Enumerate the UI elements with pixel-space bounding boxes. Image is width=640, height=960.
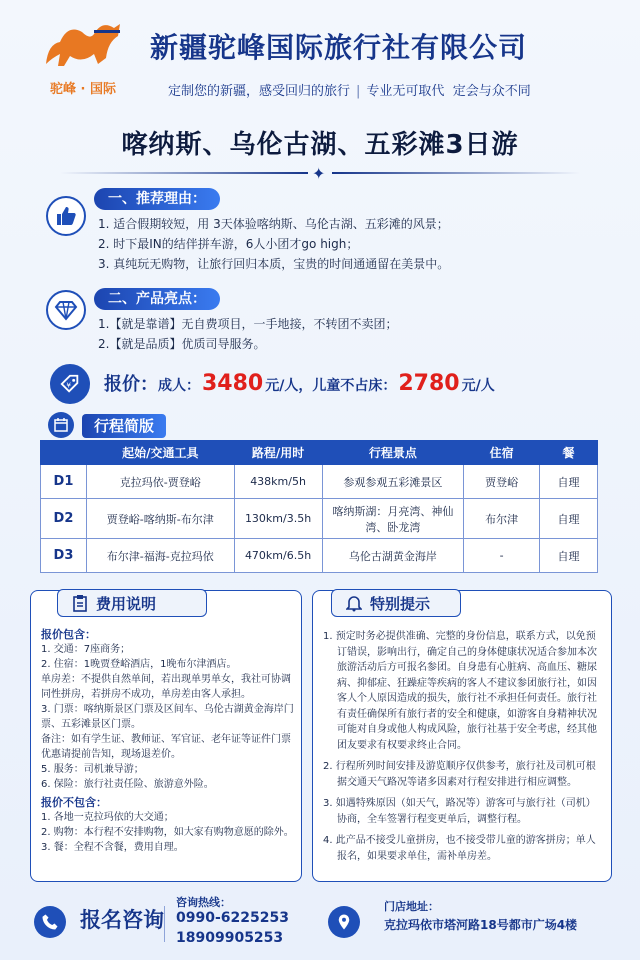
- store-label: 门店地址：: [384, 900, 439, 913]
- table-cell: 乌伦古湖黄金海岸: [322, 539, 464, 573]
- footer-divider: [164, 906, 165, 942]
- highlights-list: [98, 314, 618, 354]
- table-row: [41, 465, 598, 499]
- list-item: 1. 适合假期较短，用 3天体验喀纳斯、乌伦古湖、五彩滩的风景；: [98, 217, 449, 231]
- child-price: 2780: [398, 371, 460, 396]
- table-cell: -: [464, 539, 540, 573]
- table-cell: D3: [41, 539, 87, 573]
- col-header: [41, 441, 87, 465]
- list-item: 3. 门票：喀纳斯景区门票及区间车、乌伦古湖黄金海岸门票、五彩滩景区门票。: [41, 704, 294, 730]
- phone-number-2[interactable]: 18909905253: [176, 930, 284, 946]
- table-cell: 自理: [540, 499, 598, 539]
- list-item: 1. 预定时务必提供准确、完整的身份信息，联系方式，以免预订错误，影响出行，确定自己的身体健康状况适合参加本次旅游活动后方可报名参团。自身患有心脏病、高血压、糖尿病、抑郁症、狂躁症等疾病的客人不建议参团旅行社，如因客人个人原因造成的损失，旅行社不承担任何责任。旅行社有责任确保所有旅行者的安全和健康，如游客自身精神状况可能对自身或他人构成风险，旅行社基于安全考虑，经其他团友要求有权要求终止合同。: [323, 631, 597, 751]
- consult-label: 报名咨询: [80, 908, 164, 932]
- col-header: 起始/交通工具: [86, 441, 234, 465]
- tips-title: 特别提示: [370, 594, 431, 613]
- table-cell: 自理: [540, 465, 598, 499]
- list-item: 1.【就是靠谱】无自费项目，一手地接，不转团不卖团；: [98, 317, 398, 331]
- price-label: 报价：: [104, 374, 158, 395]
- hotline-label: 咨询热线：: [176, 896, 231, 909]
- title-divider-right: [332, 172, 580, 174]
- logo-text: 驼峰 · 国际: [50, 82, 116, 97]
- table-cell: 贾登峪-喀纳斯-布尔津: [86, 499, 234, 539]
- table-cell: D1: [41, 465, 87, 499]
- list-item: 5. 服务：司机兼导游；: [41, 764, 144, 775]
- itinerary-table: [40, 440, 598, 573]
- footer: [0, 888, 640, 960]
- col-header: 餐: [540, 441, 598, 465]
- adult-label: 成人：: [158, 378, 200, 394]
- table-cell: 470km/6.5h: [234, 539, 322, 573]
- diamond-icon: [46, 290, 86, 330]
- col-header: 行程景点: [322, 441, 464, 465]
- location-pin-icon: [328, 906, 360, 938]
- child-label: 儿童不占床：: [312, 378, 397, 394]
- col-header: 住宿: [464, 441, 540, 465]
- clipboard-icon: [72, 594, 88, 612]
- list-item: 1. 交通：7座商务；: [41, 644, 131, 655]
- list-item: 3. 真纯玩无购物，让旅行回归本质，宝贵的时间通通留在美景中。: [98, 257, 450, 271]
- fees-title: 费用说明: [96, 594, 157, 613]
- list-item: 3. 如遇特殊原因（如天气，路况等）游客可与旅行社（司机）协商，全车签署行程变更单后，调整行程。: [323, 798, 596, 825]
- highlights-label: 二、产品亮点：: [94, 288, 220, 310]
- header: [0, 0, 640, 110]
- child-unit: 元/人: [461, 378, 495, 394]
- table-cell: 克拉玛依-贾登峪: [86, 465, 234, 499]
- list-item: 2. 行程所列时间安排及游览顺序仅供参考，旅行社及司机可根据交通天气路况等诸多因素对行程安排进行相应调整。: [323, 761, 596, 788]
- table-cell: 喀纳斯湖：月亮湾、神仙湾、卧龙湾: [322, 499, 464, 539]
- page-title: 喀纳斯、乌伦古湖、五彩滩3日游: [121, 130, 519, 160]
- tips-list: [323, 629, 605, 870]
- calendar-icon: [48, 412, 74, 438]
- phone-number-1[interactable]: 0990-6225253: [176, 910, 289, 926]
- thumbs-up-icon: [46, 196, 86, 236]
- slogan-part-2: 专业无可取代: [366, 84, 445, 99]
- price-row: [104, 370, 495, 396]
- itinerary-title: 行程简版: [82, 414, 166, 438]
- list-item: 单房差：不提供自然单间，若出现单男单女，我社可协调同性拼房，若拼房不成功，单房差由客人承担。: [41, 674, 291, 700]
- list-item: 2.【就是品质】优质司导服务。: [98, 337, 266, 351]
- table-cell: 布尔津-福海-克拉玛依: [86, 539, 234, 573]
- list-item: 6. 保险：旅行社责任险、旅游意外险。: [41, 779, 214, 790]
- title-divider-left: [60, 172, 308, 174]
- list-item: 4. 此产品不接受儿童拼房，也不接受带儿童的游客拼房；单人报名，如果要求单住，需补单房差。: [323, 835, 596, 862]
- include-label: 报价包含：: [41, 628, 96, 641]
- recommend-label: 一、推荐理由：: [94, 188, 220, 210]
- table-cell: 贾登峪: [464, 465, 540, 499]
- adult-price: 3480: [202, 371, 264, 396]
- company-name: 新疆驼峰国际旅行社有限公司: [150, 31, 528, 64]
- table-cell: 布尔津: [464, 499, 540, 539]
- list-item: 2. 时下最IN的结伴拼车游，6人小团才go high；: [98, 237, 359, 251]
- slogan: 定制您的新疆，感受回归的旅行 | 专业无可取代 定会与众不同: [168, 84, 531, 99]
- recommend-list: [98, 214, 618, 274]
- list-item: 备注：如有学生证、教师证、军官证、老年证等证件门票优惠请提前告知，现场退差价。: [41, 734, 291, 760]
- tips-panel: [312, 590, 612, 882]
- table-cell: D2: [41, 499, 87, 539]
- slogan-part-3: 定会与众不同: [452, 84, 531, 99]
- exclude-label: 报价不包含：: [41, 796, 107, 809]
- adult-unit: 元/人，: [265, 378, 313, 394]
- table-cell: 438km/5h: [234, 465, 322, 499]
- star-icon: ✦: [312, 164, 326, 183]
- col-header: 路程/用时: [234, 441, 322, 465]
- company-logo: [38, 14, 128, 98]
- table-cell: 自理: [540, 539, 598, 573]
- list-item: 1. 各地一克拉玛依的大交通；: [41, 812, 174, 823]
- fees-panel: [30, 590, 302, 882]
- tips-panel-header: [331, 589, 461, 617]
- fees-content: [41, 627, 295, 855]
- price-tag-icon: [50, 364, 90, 404]
- camel-logo-icon: [38, 14, 128, 78]
- store-address: 克拉玛依市塔河路18号都市广场4楼: [384, 918, 578, 932]
- table-cell: 130km/3.5h: [234, 499, 322, 539]
- svg-text:¥: ¥: [66, 380, 72, 390]
- table-row: [41, 499, 598, 539]
- bell-icon: [346, 594, 362, 612]
- table-header-row: [41, 441, 598, 465]
- fees-panel-header: [57, 589, 207, 617]
- table-row: [41, 539, 598, 573]
- list-item: 2. 购物：本行程不安排购物，如大家有购物意愿的除外。: [41, 827, 294, 838]
- phone-icon: [34, 906, 66, 938]
- list-item: 2. 住宿：1晚贾登峪酒店，1晚布尔津酒店。: [41, 659, 237, 670]
- list-item: 3. 餐：全程不含餐，费用自理。: [41, 842, 184, 853]
- table-cell: 参观参观五彩滩景区: [322, 465, 464, 499]
- slogan-part-1: 定制您的新疆，感受回归的旅行: [168, 84, 351, 99]
